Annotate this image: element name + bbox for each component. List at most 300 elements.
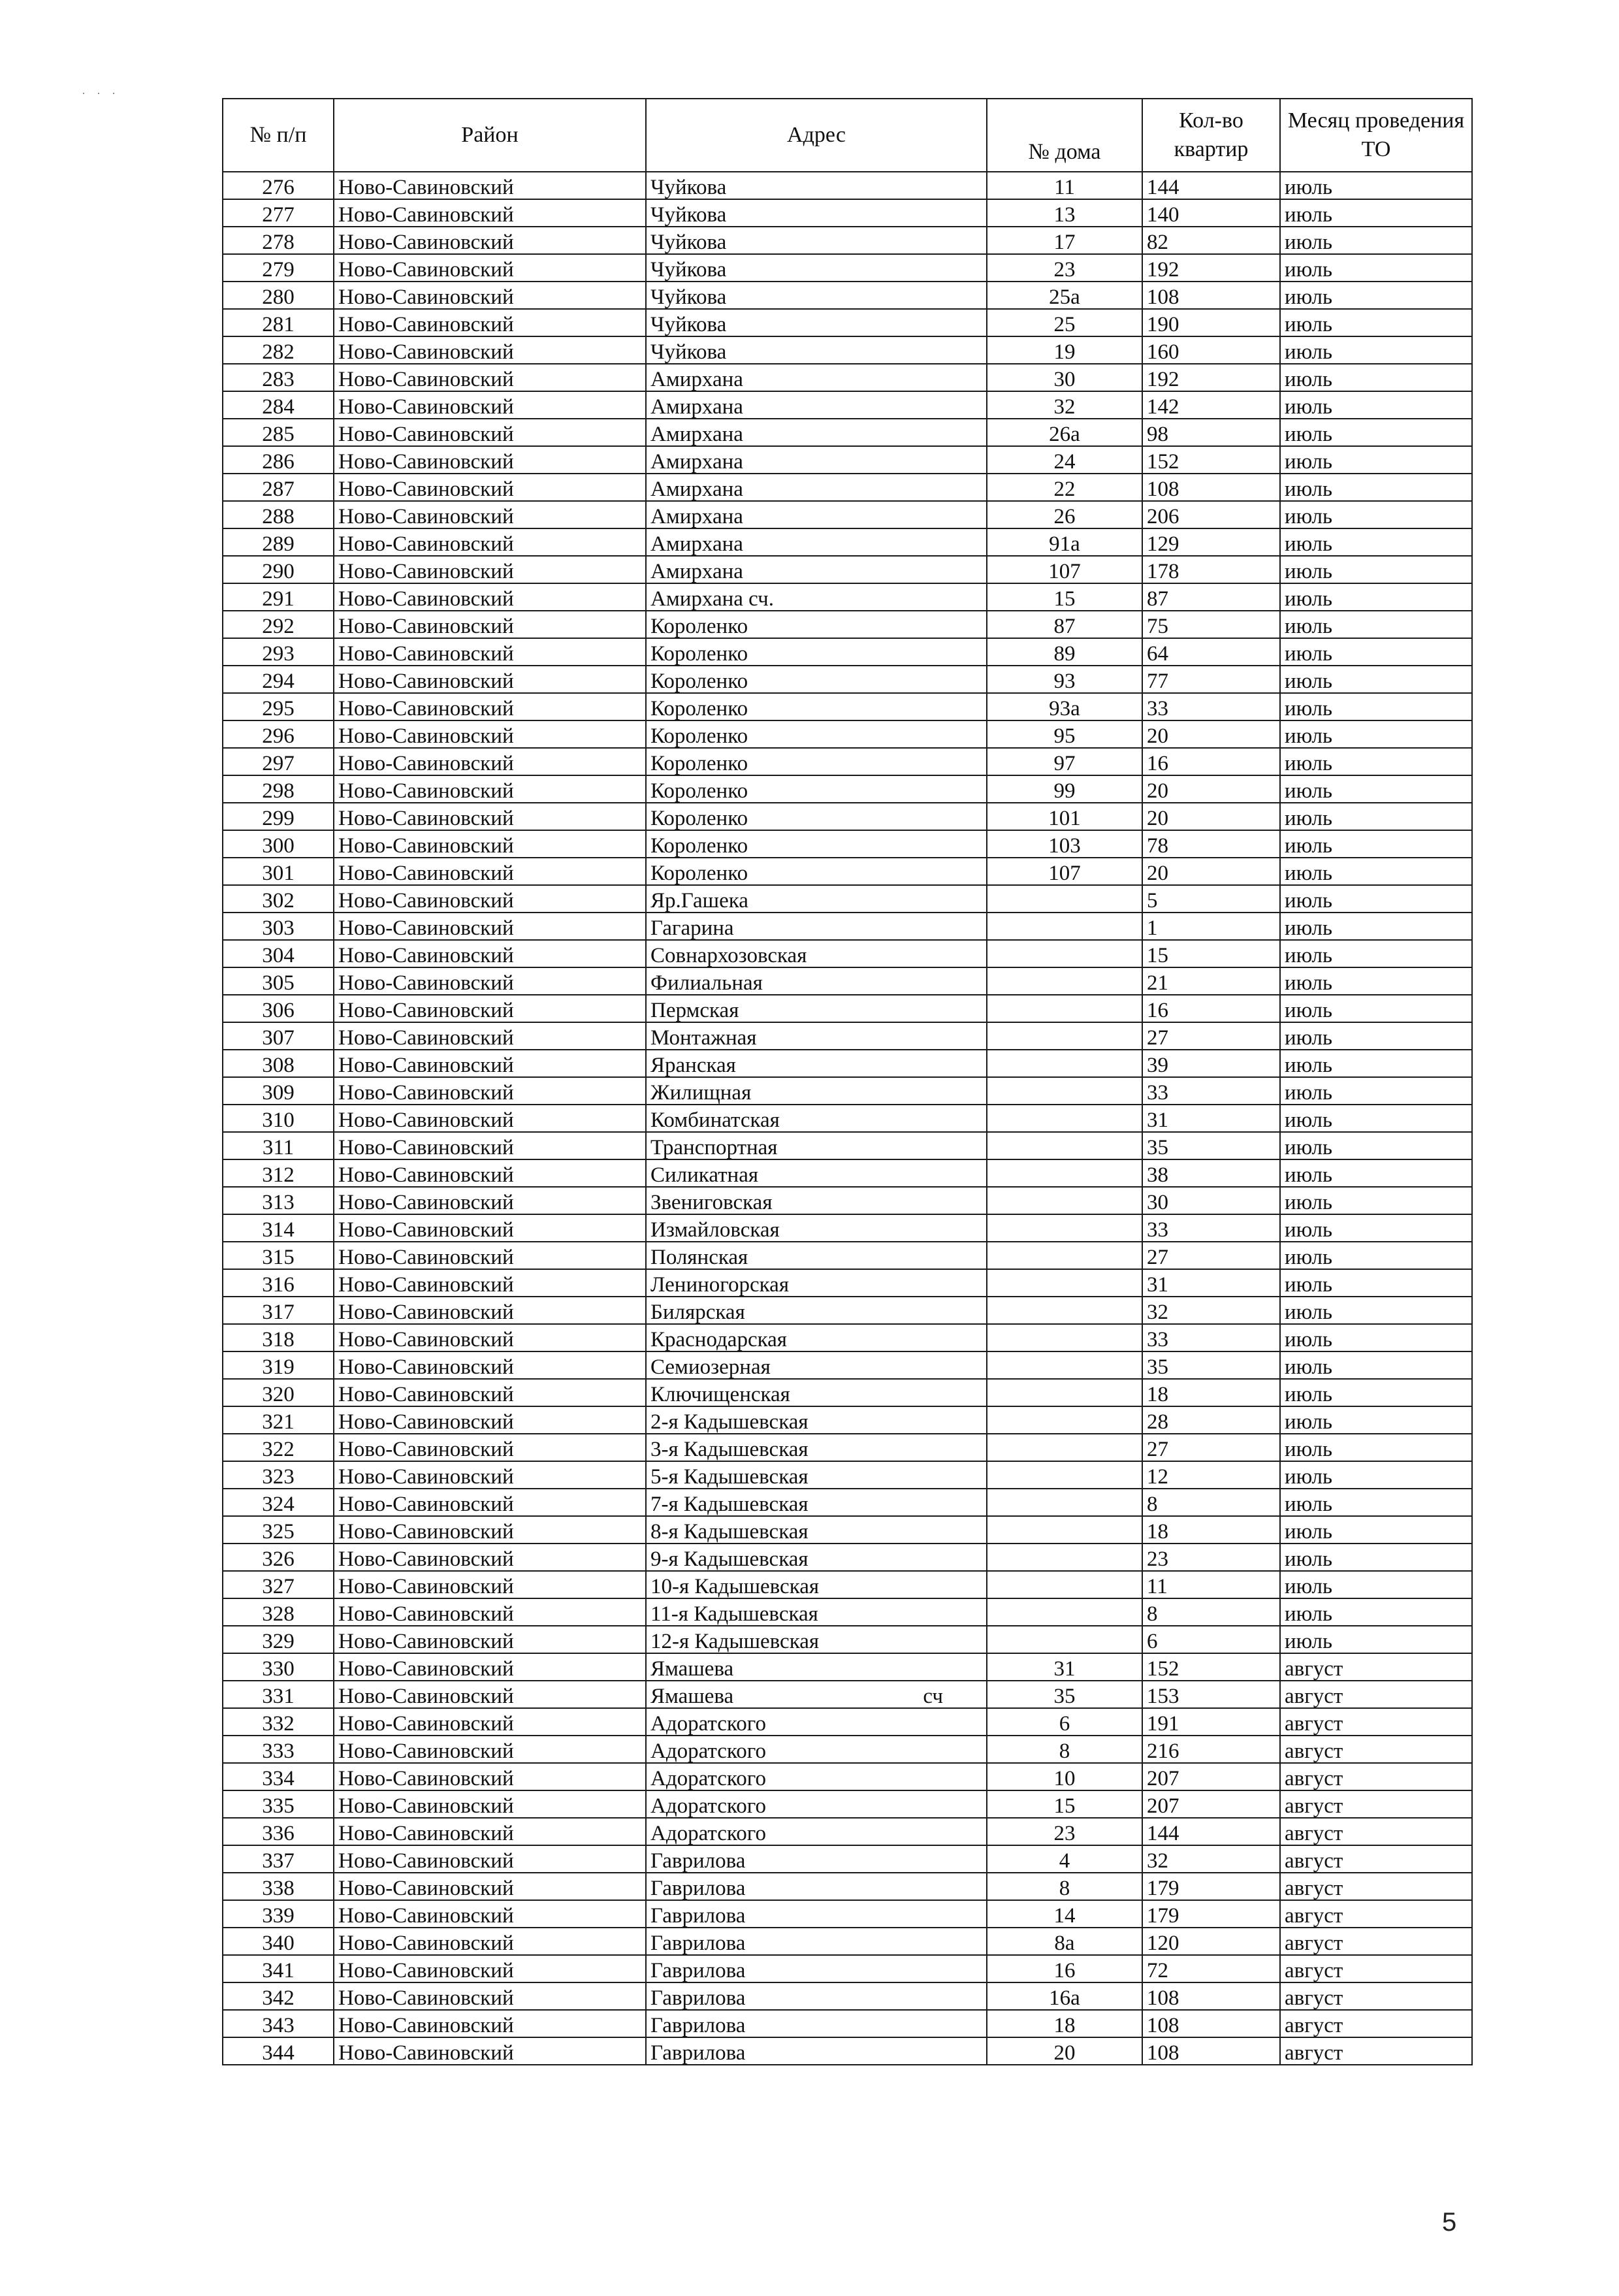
flat-count-cell: 140: [1142, 199, 1280, 227]
district-cell: Ново-Савиновский: [334, 693, 646, 720]
table-row: [223, 1159, 1472, 1187]
month-cell: июль: [1280, 1489, 1472, 1516]
row-number-cell: 333: [223, 1736, 334, 1763]
address-content: [650, 2043, 982, 2064]
district-cell: Ново-Савиновский: [334, 1928, 646, 1955]
address-cell: [646, 638, 987, 666]
month-cell: июль: [1280, 1159, 1472, 1187]
house-number-cell: [987, 1598, 1142, 1626]
table-row: [223, 858, 1472, 885]
address-cell: [646, 1187, 987, 1214]
street-name: Пермская: [650, 999, 739, 1022]
house-number-cell: [987, 1105, 1142, 1132]
house-number-cell: 15: [987, 1790, 1142, 1818]
house-number-cell: 11: [987, 172, 1142, 199]
table-row: [223, 1681, 1472, 1708]
row-number-cell: 281: [223, 309, 334, 336]
district-cell: Ново-Савиновский: [334, 1077, 646, 1105]
address-cell: [646, 1790, 987, 1818]
street-name: 5-я Кадышевская: [650, 1465, 809, 1489]
month-cell: август: [1280, 1955, 1472, 1982]
flat-count-cell: 179: [1142, 1873, 1280, 1900]
street-name: Адоратского: [650, 1712, 766, 1736]
month-cell: июль: [1280, 1351, 1472, 1379]
house-number-cell: [987, 1461, 1142, 1489]
street-name: Гаврилова: [650, 1932, 746, 1955]
address-cell: [646, 227, 987, 254]
street-name: Транспортная: [650, 1136, 778, 1159]
month-cell: июль: [1280, 419, 1472, 446]
table-row: [223, 309, 1472, 336]
house-number-cell: 97: [987, 748, 1142, 775]
flat-count-cell: 18: [1142, 1379, 1280, 1406]
table-row: [223, 1544, 1472, 1571]
row-number-cell: 300: [223, 830, 334, 858]
month-cell: июль: [1280, 391, 1472, 419]
address-content: [650, 1960, 982, 1982]
address-content: [650, 479, 982, 500]
house-number-cell: [987, 1297, 1142, 1324]
address-content: [650, 1439, 982, 1461]
flat-count-cell: 190: [1142, 309, 1280, 336]
street-name: Яр.Гашека: [650, 889, 748, 913]
district-cell: Ново-Савиновский: [334, 1818, 646, 1845]
street-name: Короленко: [650, 862, 748, 885]
house-number-cell: [987, 1571, 1142, 1598]
address-cell: [646, 611, 987, 638]
district-cell: Ново-Савиновский: [334, 1763, 646, 1790]
district-cell: Ново-Савиновский: [334, 720, 646, 748]
table-row: [223, 172, 1472, 199]
row-number-cell: 292: [223, 611, 334, 638]
address-cell: [646, 1681, 987, 1708]
row-number-cell: 321: [223, 1406, 334, 1434]
address-content: [650, 1686, 982, 1707]
row-number-cell: 328: [223, 1598, 334, 1626]
address-cell: [646, 1379, 987, 1406]
month-cell: июль: [1280, 1598, 1472, 1626]
district-cell: Ново-Савиновский: [334, 1406, 646, 1434]
flat-count-cell: 32: [1142, 1845, 1280, 1873]
street-name: 8-я Кадышевская: [650, 1520, 809, 1544]
flat-count-cell: 78: [1142, 830, 1280, 858]
flat-count-cell: 20: [1142, 720, 1280, 748]
house-number-cell: [987, 940, 1142, 967]
street-name: Короленко: [650, 807, 748, 830]
street-name: Жилищная: [650, 1081, 752, 1105]
address-content: [650, 1741, 982, 1762]
address-cell: [646, 309, 987, 336]
table-row: [223, 364, 1472, 391]
district-cell: Ново-Савиновский: [334, 1900, 646, 1928]
row-number-cell: 324: [223, 1489, 334, 1516]
address-content: [650, 1768, 982, 1790]
district-cell: Ново-Савиновский: [334, 1489, 646, 1516]
table-row: [223, 638, 1472, 666]
district-cell: Ново-Савиновский: [334, 1653, 646, 1681]
address-cell: [646, 1708, 987, 1736]
month-cell: июль: [1280, 1242, 1472, 1269]
district-cell: Ново-Савиновский: [334, 666, 646, 693]
row-number-cell: 343: [223, 2010, 334, 2037]
table-row: [223, 446, 1472, 474]
house-number-cell: 35: [987, 1681, 1142, 1708]
header-flats: Кол-во квартир: [1142, 99, 1280, 172]
flat-count-cell: 178: [1142, 556, 1280, 583]
flat-count-cell: 8: [1142, 1489, 1280, 1516]
street-name: Короленко: [650, 834, 748, 858]
street-name: Силикатная: [650, 1163, 759, 1187]
address-content: [650, 451, 982, 473]
address-content: [650, 1302, 982, 1323]
flat-count-cell: 27: [1142, 1434, 1280, 1461]
address-content: [650, 1247, 982, 1269]
header-num: № п/п: [223, 99, 334, 172]
month-cell: июль: [1280, 556, 1472, 583]
street-name: Гаврилова: [650, 2014, 746, 2037]
row-number-cell: 308: [223, 1050, 334, 1077]
row-number-cell: 319: [223, 1351, 334, 1379]
month-cell: август: [1280, 1928, 1472, 1955]
row-number-cell: 306: [223, 995, 334, 1022]
address-content: [650, 1823, 982, 1845]
month-cell: июль: [1280, 199, 1472, 227]
address-cell: [646, 1269, 987, 1297]
row-number-cell: 323: [223, 1461, 334, 1489]
address-cell: [646, 1900, 987, 1928]
street-name: Измайловская: [650, 1218, 780, 1242]
street-name: Амирхана: [650, 505, 743, 528]
address-cell: [646, 1873, 987, 1900]
row-number-cell: 288: [223, 501, 334, 528]
district-cell: Ново-Савиновский: [334, 1379, 646, 1406]
address-content: [650, 204, 982, 226]
flat-count-cell: 108: [1142, 1982, 1280, 2010]
month-cell: июль: [1280, 282, 1472, 309]
address-cell: [646, 1571, 987, 1598]
flat-count-cell: 38: [1142, 1159, 1280, 1187]
scan-specks: · · ·: [82, 86, 120, 99]
table-row: [223, 775, 1472, 803]
street-name: Амирхана: [650, 560, 743, 583]
row-number-cell: 342: [223, 1982, 334, 2010]
row-number-cell: 329: [223, 1626, 334, 1653]
row-number-cell: 327: [223, 1571, 334, 1598]
flat-count-cell: 120: [1142, 1928, 1280, 1955]
address-cell: [646, 172, 987, 199]
house-number-cell: 32: [987, 391, 1142, 419]
row-number-cell: 326: [223, 1544, 334, 1571]
address-cell: [646, 199, 987, 227]
address-cell: [646, 1297, 987, 1324]
flat-count-cell: 16: [1142, 995, 1280, 1022]
address-content: [650, 945, 982, 967]
flat-count-cell: 152: [1142, 446, 1280, 474]
address-content: [650, 781, 982, 802]
address-cell: [646, 995, 987, 1022]
address-content: [650, 1412, 982, 1433]
street-name: Гаврилова: [650, 1986, 746, 2010]
district-cell: Ново-Савиновский: [334, 1269, 646, 1297]
street-name: Амирхана сч.: [650, 587, 774, 611]
address-content: [650, 1604, 982, 1625]
table-row: [223, 967, 1472, 995]
house-number-cell: 30: [987, 364, 1142, 391]
house-number-cell: 8: [987, 1736, 1142, 1763]
flat-count-cell: 20: [1142, 858, 1280, 885]
month-cell: июль: [1280, 1297, 1472, 1324]
flat-count-cell: 108: [1142, 2037, 1280, 2065]
address-cell: [646, 2037, 987, 2065]
address-cell: [646, 1928, 987, 1955]
month-cell: июль: [1280, 501, 1472, 528]
month-cell: июль: [1280, 1434, 1472, 1461]
table-row: [223, 583, 1472, 611]
page-number: 5: [1442, 2208, 1457, 2237]
street-name: 3-я Кадышевская: [650, 1438, 809, 1461]
address-content: [650, 1713, 982, 1735]
row-number-cell: 276: [223, 172, 334, 199]
house-number-cell: 26: [987, 501, 1142, 528]
table-row: [223, 501, 1472, 528]
address-content: [650, 1274, 982, 1296]
table-row: [223, 1406, 1472, 1434]
row-number-cell: 341: [223, 1955, 334, 1982]
address-content: [650, 287, 982, 308]
address-content: [650, 1000, 982, 1022]
row-number-cell: 283: [223, 364, 334, 391]
month-cell: июль: [1280, 1406, 1472, 1434]
row-number-cell: 312: [223, 1159, 334, 1187]
address-content: [650, 1631, 982, 1653]
district-cell: Ново-Савиновский: [334, 172, 646, 199]
month-cell: июль: [1280, 1571, 1472, 1598]
table-row: [223, 1022, 1472, 1050]
flat-count-cell: 75: [1142, 611, 1280, 638]
house-number-cell: 16: [987, 1955, 1142, 1982]
table-row: [223, 1242, 1472, 1269]
address-content: [650, 1329, 982, 1351]
street-name: Адоратского: [650, 1767, 766, 1790]
table-body: [223, 172, 1472, 2065]
district-cell: Ново-Савиновский: [334, 282, 646, 309]
district-cell: Ново-Савиновский: [334, 474, 646, 501]
district-cell: Ново-Савиновский: [334, 1159, 646, 1187]
address-cell: [646, 446, 987, 474]
address-content: [650, 2015, 982, 2037]
house-number-cell: 6: [987, 1708, 1142, 1736]
district-cell: Ново-Савиновский: [334, 1845, 646, 1873]
address-cell: [646, 364, 987, 391]
address-content: [650, 808, 982, 830]
address-content: [650, 1988, 982, 2009]
address-content: [650, 1384, 982, 1406]
street-name: Чуйкова: [650, 313, 727, 336]
street-name: Амирхана: [650, 450, 743, 474]
flat-count-cell: 192: [1142, 254, 1280, 282]
table-row: [223, 528, 1472, 556]
month-cell: август: [1280, 1653, 1472, 1681]
flat-count-cell: 160: [1142, 336, 1280, 364]
street-name: Гаврилова: [650, 1849, 746, 1873]
month-cell: август: [1280, 1708, 1472, 1736]
district-cell: Ново-Савиновский: [334, 1544, 646, 1571]
table-row: [223, 1653, 1472, 1681]
row-number-cell: 297: [223, 748, 334, 775]
street-name: Гаврилова: [650, 2041, 746, 2065]
district-cell: Ново-Савиновский: [334, 1132, 646, 1159]
month-cell: июль: [1280, 1187, 1472, 1214]
address-content: [650, 1357, 982, 1378]
address-content: [650, 1466, 982, 1488]
table-row: [223, 1324, 1472, 1351]
address-cell: [646, 775, 987, 803]
month-cell: июль: [1280, 1050, 1472, 1077]
house-number-cell: 16а: [987, 1982, 1142, 2010]
address-cell: [646, 1626, 987, 1653]
address-cell: [646, 913, 987, 940]
month-cell: июль: [1280, 1022, 1472, 1050]
street-name: Амирхана: [650, 395, 743, 419]
address-content: [650, 643, 982, 665]
header-address: Адрес: [646, 99, 987, 172]
street-name: Чуйкова: [650, 340, 727, 364]
flat-count-cell: 16: [1142, 748, 1280, 775]
month-cell: июль: [1280, 1544, 1472, 1571]
street-name: Короленко: [650, 615, 748, 638]
table-row: [223, 666, 1472, 693]
house-number-cell: 99: [987, 775, 1142, 803]
row-number-cell: 315: [223, 1242, 334, 1269]
address-content: [650, 890, 982, 912]
district-cell: Ново-Савиновский: [334, 1297, 646, 1324]
table-row: [223, 1050, 1472, 1077]
district-cell: Ново-Савиновский: [334, 995, 646, 1022]
month-cell: июль: [1280, 227, 1472, 254]
street-name: Короленко: [650, 697, 748, 720]
month-cell: июль: [1280, 474, 1472, 501]
street-name: Лениногорская: [650, 1273, 790, 1297]
flat-count-cell: 33: [1142, 1324, 1280, 1351]
row-number-cell: 293: [223, 638, 334, 666]
address-content: [650, 177, 982, 199]
district-cell: Ново-Савиновский: [334, 1187, 646, 1214]
address-cell: [646, 940, 987, 967]
district-cell: Ново-Савиновский: [334, 1982, 646, 2010]
flat-count-cell: 129: [1142, 528, 1280, 556]
table-row: [223, 1516, 1472, 1544]
street-name: 7-я Кадышевская: [650, 1493, 809, 1516]
address-content: [650, 1055, 982, 1076]
address-cell: [646, 1955, 987, 1982]
table-row: [223, 199, 1472, 227]
flat-count-cell: 98: [1142, 419, 1280, 446]
street-name: 12-я Кадышевская: [650, 1630, 820, 1653]
row-number-cell: 280: [223, 282, 334, 309]
flat-count-cell: 179: [1142, 1900, 1280, 1928]
address-cell: [646, 501, 987, 528]
address-content: [650, 424, 982, 445]
header-house: № дома: [987, 99, 1142, 172]
address-content: [650, 1851, 982, 1872]
address-content: [650, 671, 982, 692]
month-cell: август: [1280, 2037, 1472, 2065]
address-cell: [646, 1159, 987, 1187]
row-number-cell: 332: [223, 1708, 334, 1736]
address-cell: [646, 885, 987, 913]
flat-count-cell: 11: [1142, 1571, 1280, 1598]
house-number-cell: [987, 1406, 1142, 1434]
table-row: [223, 803, 1472, 830]
address-content: [650, 1905, 982, 1927]
flat-count-cell: 33: [1142, 1214, 1280, 1242]
row-number-cell: 302: [223, 885, 334, 913]
address-cell: [646, 1736, 987, 1763]
district-cell: Ново-Савиновский: [334, 611, 646, 638]
district-cell: Ново-Савиновский: [334, 940, 646, 967]
address-cell: [646, 1982, 987, 2010]
month-cell: август: [1280, 2010, 1472, 2037]
table-row: [223, 1845, 1472, 1873]
address-content: [650, 561, 982, 583]
address-cell: [646, 391, 987, 419]
street-name: Короленко: [650, 670, 748, 693]
street-name: Короленко: [650, 779, 748, 803]
month-cell: июль: [1280, 995, 1472, 1022]
address-cell: [646, 474, 987, 501]
address-cell: [646, 1214, 987, 1242]
district-cell: Ново-Савиновский: [334, 1790, 646, 1818]
house-number-cell: [987, 1434, 1142, 1461]
address-content: [650, 753, 982, 775]
house-number-cell: [987, 1187, 1142, 1214]
month-cell: июль: [1280, 940, 1472, 967]
street-name: Короленко: [650, 724, 748, 748]
house-number-cell: 8: [987, 1873, 1142, 1900]
address-content: [650, 835, 982, 857]
street-name: Амирхана: [650, 423, 743, 446]
row-number-cell: 301: [223, 858, 334, 885]
row-number-cell: 335: [223, 1790, 334, 1818]
district-cell: Ново-Савиновский: [334, 419, 646, 446]
flat-count-cell: 8: [1142, 1598, 1280, 1626]
month-cell: август: [1280, 1845, 1472, 1873]
house-number-cell: 22: [987, 474, 1142, 501]
month-cell: август: [1280, 1681, 1472, 1708]
address-cell: [646, 1351, 987, 1379]
house-number-cell: [987, 1242, 1142, 1269]
table-row: [223, 1214, 1472, 1242]
street-name: Монтажная: [650, 1026, 757, 1050]
address-cell: [646, 1406, 987, 1434]
month-cell: август: [1280, 1790, 1472, 1818]
row-number-cell: 303: [223, 913, 334, 940]
flat-count-cell: 72: [1142, 1955, 1280, 1982]
table-row: [223, 885, 1472, 913]
flat-count-cell: 191: [1142, 1708, 1280, 1736]
address-cell: [646, 282, 987, 309]
flat-count-cell: 23: [1142, 1544, 1280, 1571]
district-cell: Ново-Савиновский: [334, 830, 646, 858]
row-number-cell: 290: [223, 556, 334, 583]
address-cell: [646, 1653, 987, 1681]
address-cell: [646, 1242, 987, 1269]
district-cell: Ново-Савиновский: [334, 967, 646, 995]
row-number-cell: 298: [223, 775, 334, 803]
table-row: [223, 611, 1472, 638]
address-cell: [646, 1516, 987, 1544]
table-row: [223, 1873, 1472, 1900]
